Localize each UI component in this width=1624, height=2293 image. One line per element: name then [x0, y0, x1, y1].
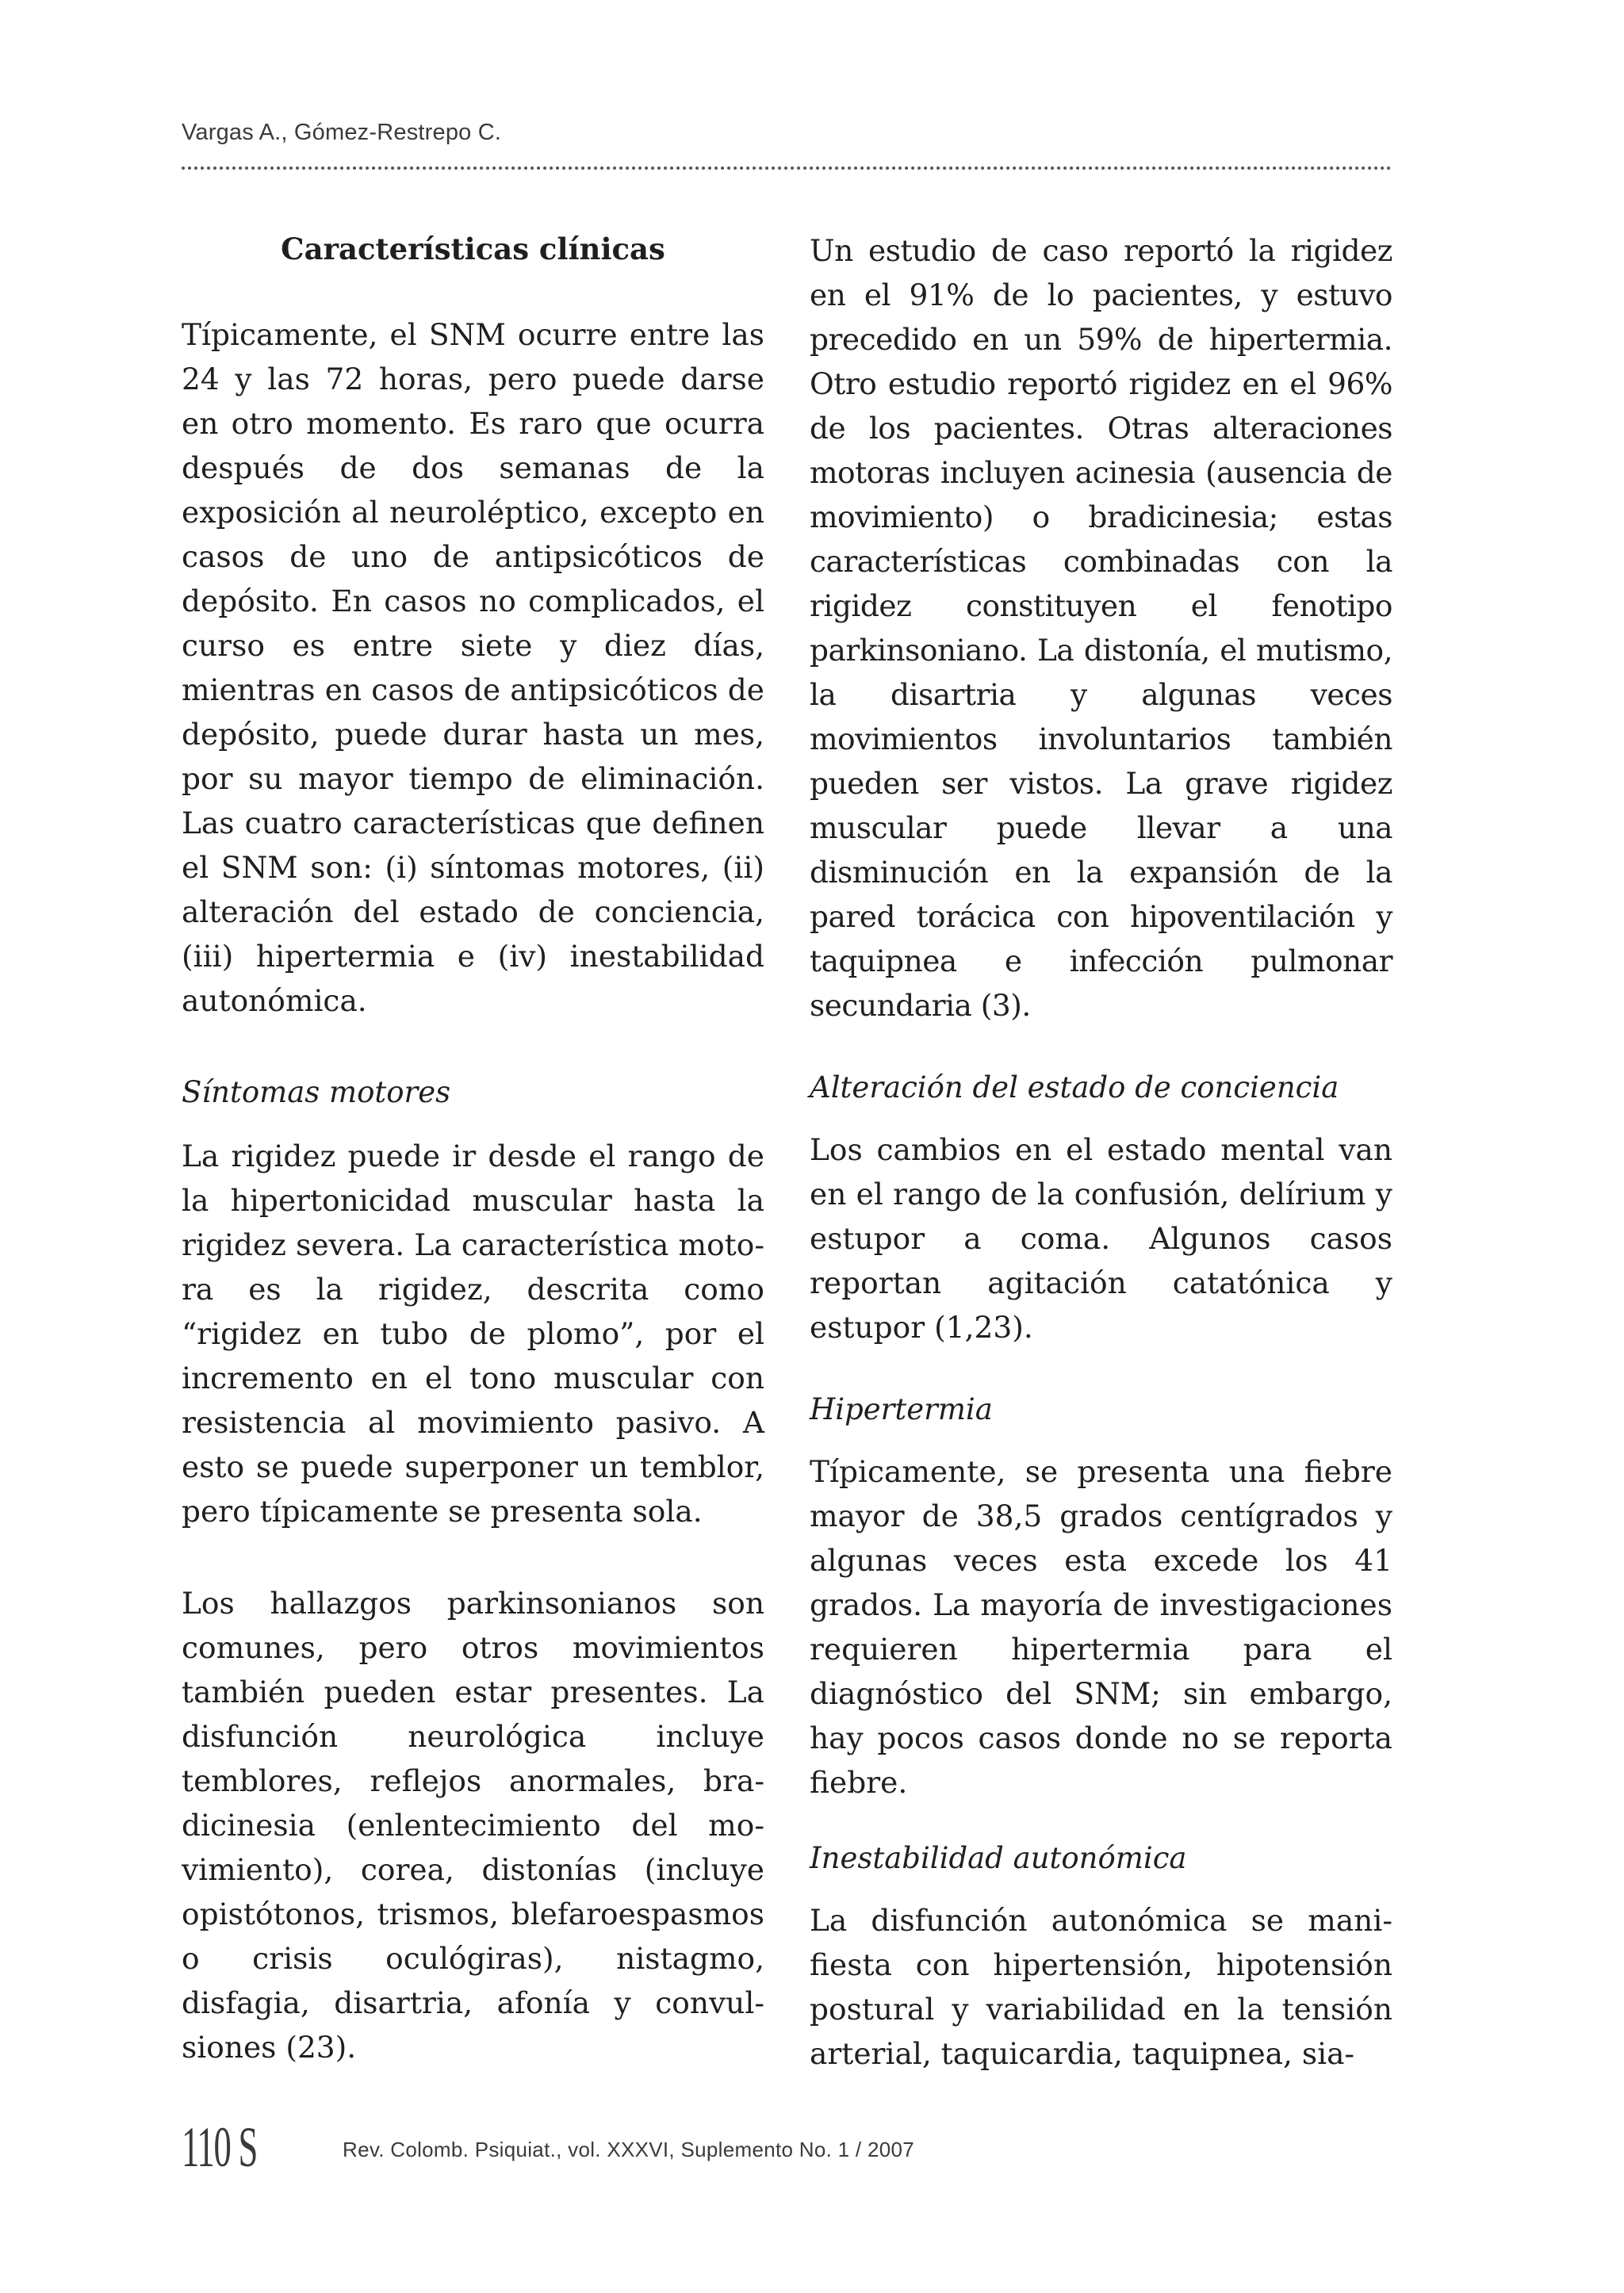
spacer [810, 1110, 1392, 1127]
left-column [182, 227, 764, 2069]
spacer [810, 1805, 1392, 1836]
subheading: Alteración del estado de conciencia [810, 1070, 1339, 1104]
paragraph: La rigidez puede ir desde el rango de la hipertonicidad muscular hasta la rigidez severa. La característica motora es la rigidez, descrita como “rigidez en tubo de plomo”, por el incremento en el tono muscular con resistencia al movimiento pasivo. A esto se puede superponer un temblor, pero típicamente se presenta sola. [182, 1139, 764, 1529]
paragraph: Típicamente, se presenta una fiebre mayor de 38,5 grados centígrados y algunas veces esta excede los 41 grados. La mayoría de investigaciones requieren hipertermia para el diagnóstico del SNM; sin embargo, hay pocos casos donde no se reporta fiebre. [810, 1454, 1392, 1800]
paragraph: Un estudio de caso reportó la rigidez en el 91% de lo pacientes, y estuvo precedido en un 59% de hipertermia. Otro estudio reportó rigidez en el 96% de los pacientes. Otras alteraciones motoras incluyen acinesia (ausencia de movimiento) o bradicinesia; estas características combinadas con la rigidez constituyen el fenotipo parkinsoniano. La distonía, el mutismo, la disartria y algunas veces movimientos involuntarios también pueden ser vistos. La grave rigidez muscular puede llevar a una disminución en la expansión de la pared torácica con hipoventilación y taquipnea e infección pulmonar secundaria (3). [810, 233, 1392, 1023]
paragraph: La disfunción autonómica se manifiesta con hipertensión, hipotensión postural y variabilidad en la tensión arterial, taquicardia, taquipnea, sia- [810, 1903, 1392, 2071]
subheading: Inestabilidad autonómica [810, 1841, 1187, 1875]
running-head: Vargas A., Gómez-Restrepo C. [182, 120, 502, 145]
page-number: 110 S [182, 2115, 258, 2179]
spacer [810, 1028, 1392, 1066]
journal-citation: Rev. Colomb. Psiquiat., vol. XXXVI, Suplemento No. 1 / 2007 [343, 2138, 915, 2161]
spacer [182, 1533, 764, 1581]
spacer [810, 1881, 1392, 1898]
spacer [182, 1023, 764, 1070]
section-title: Características clínicas [281, 232, 665, 266]
spacer [810, 1432, 1392, 1449]
right-column [810, 228, 1392, 2076]
paragraph: Los cambios en el estado mental van en el rango de la confusión, delírium y estupor a coma. Algunos casos reportan agitación catatónica y estupor (1,23). [810, 1132, 1392, 1345]
spacer [810, 1349, 1392, 1388]
paragraph: Típicamente, el SNM ocurre entre las 24 y las 72 horas, pero puede darse en otro momento. Es raro que ocurra después de dos semanas de la exposición al neuroléptico, excepto en casos de uno de antipsicóticos de depósito. En casos no complicados, el curso es entre siete y diez días, mientras en casos de antipsicóticos de depósito, puede durar hasta un mes, por su mayor tiempo de eliminación. Las cuatro características que definen el SNM son: (i) síntomas motores, (ii) alteración del estado de conciencia, (iii) hipertermia e (iv) inestabilidad autonómica. [182, 317, 764, 1018]
subheading: Hipertermia [810, 1392, 993, 1426]
spacer [182, 1115, 764, 1134]
header-dotted-rule [182, 167, 1392, 170]
paragraph: Los hallazgos parkinsonianos son comunes, pero otros movimientos también pueden estar presentes. La disfunción neurológica incluye temblores, reflejos anormales, bradicinesia (enlentecimiento del movimiento), corea, distonías (incluye opistótonos, trismos, blefaroespasmos o crisis oculógiras), nistagmo, disfagia, disartria, afonía y convulsiones (23). [182, 1586, 764, 2065]
subheading: Síntomas motores [182, 1075, 451, 1109]
